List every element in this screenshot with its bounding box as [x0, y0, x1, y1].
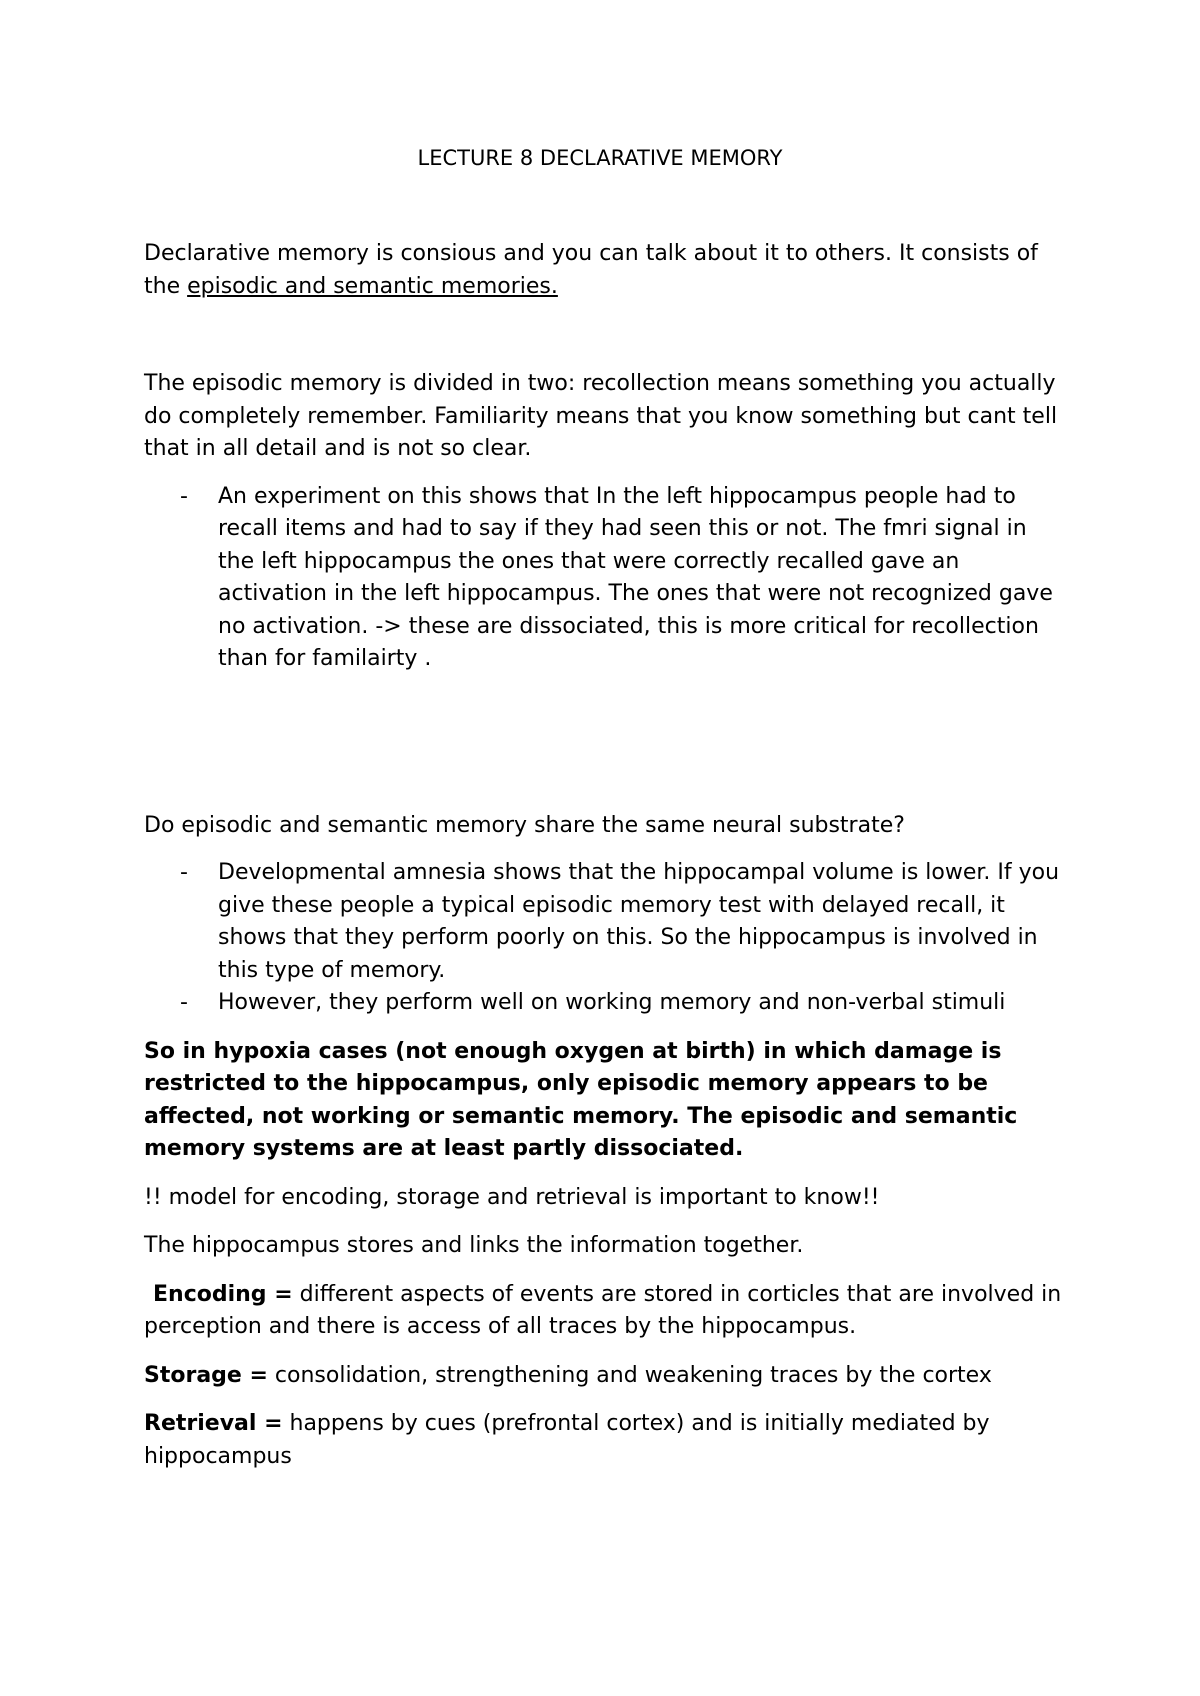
bullet-dash: -	[180, 990, 188, 1015]
list-item	[144, 857, 1066, 987]
intro-paragraph	[144, 238, 1066, 303]
list-item	[144, 987, 1066, 1020]
intro-text: Declarative memory is consious and you can talk about it to others. It consists of the	[144, 241, 1038, 299]
amnesia-bullet-list	[144, 857, 1066, 1020]
hippocampus-line: The hippocampus stores and links the information together.	[144, 1233, 804, 1258]
question-paragraph: Do episodic and semantic memory share the same neural substrate?	[144, 812, 905, 838]
storage-paragraph	[144, 1360, 1066, 1393]
retrieval-label: Retrieval =	[144, 1411, 283, 1436]
retrieval-paragraph	[144, 1408, 1066, 1473]
bullet-dash: -	[180, 860, 188, 885]
encoding-text: different aspects of events are stored in corticles that are involved in perception and there is access of all traces by the hippocampus.	[144, 1281, 1062, 1339]
intro-underlined-text: episodic and semantic memories.	[187, 273, 558, 299]
storage-label: Storage =	[144, 1362, 268, 1388]
page-title: LECTURE 8 DECLARATIVE MEMORY	[417, 146, 783, 170]
list-item-text: However, they perform well on working memory and non-verbal stimuli	[218, 990, 1006, 1015]
storage-text: consolidation, strengthening and weakening traces by the cortex	[267, 1362, 992, 1388]
list-item-text: An experiment on this shows that In the left hippocampus people had to recall items and had to say if they had seen this or not. The fmri signal in the left hippocampus the ones that were correctly recalled gave an activation in the left hippocampus. The ones that were not recognized gave no activation. -> these are dissociated, this is more critical for recollection than for familairty .	[218, 483, 1053, 671]
encoding-paragraph	[144, 1279, 1066, 1344]
experiment-bullet-list	[144, 481, 1066, 676]
encoding-label: Encoding =	[153, 1281, 293, 1307]
bullet-dash: -	[180, 483, 188, 509]
bold-conclusion-text: So in hypoxia cases (not enough oxygen at birth) in which damage is restricted to the hippocampus, only episodic memory appears to be affected, not working or semantic memory. The episodic and semantic memory systems are at least partly dissociated.	[144, 1038, 1018, 1161]
episodic-paragraph: The episodic memory is divided in two: recollection means something you actually do completely remember. Familiarity means that you know something but cant tell that in all detail and is not so clear.	[144, 371, 1058, 461]
model-note: !! model for encoding, storage and retrieval is important to know!!	[144, 1184, 880, 1210]
list-item	[144, 481, 1066, 676]
list-item-text: Developmental amnesia shows that the hippocampal volume is lower. If you give these people a typical episodic memory test with delayed recall, it shows that they perform poorly on this. So the hippocampus is involved in this type of memory.	[218, 860, 1060, 983]
bold-conclusion	[144, 1036, 1066, 1166]
retrieval-text: happens by cues (prefrontal cortex) and is initially mediated by hippocampus	[144, 1411, 990, 1469]
document-body	[144, 238, 1066, 1473]
